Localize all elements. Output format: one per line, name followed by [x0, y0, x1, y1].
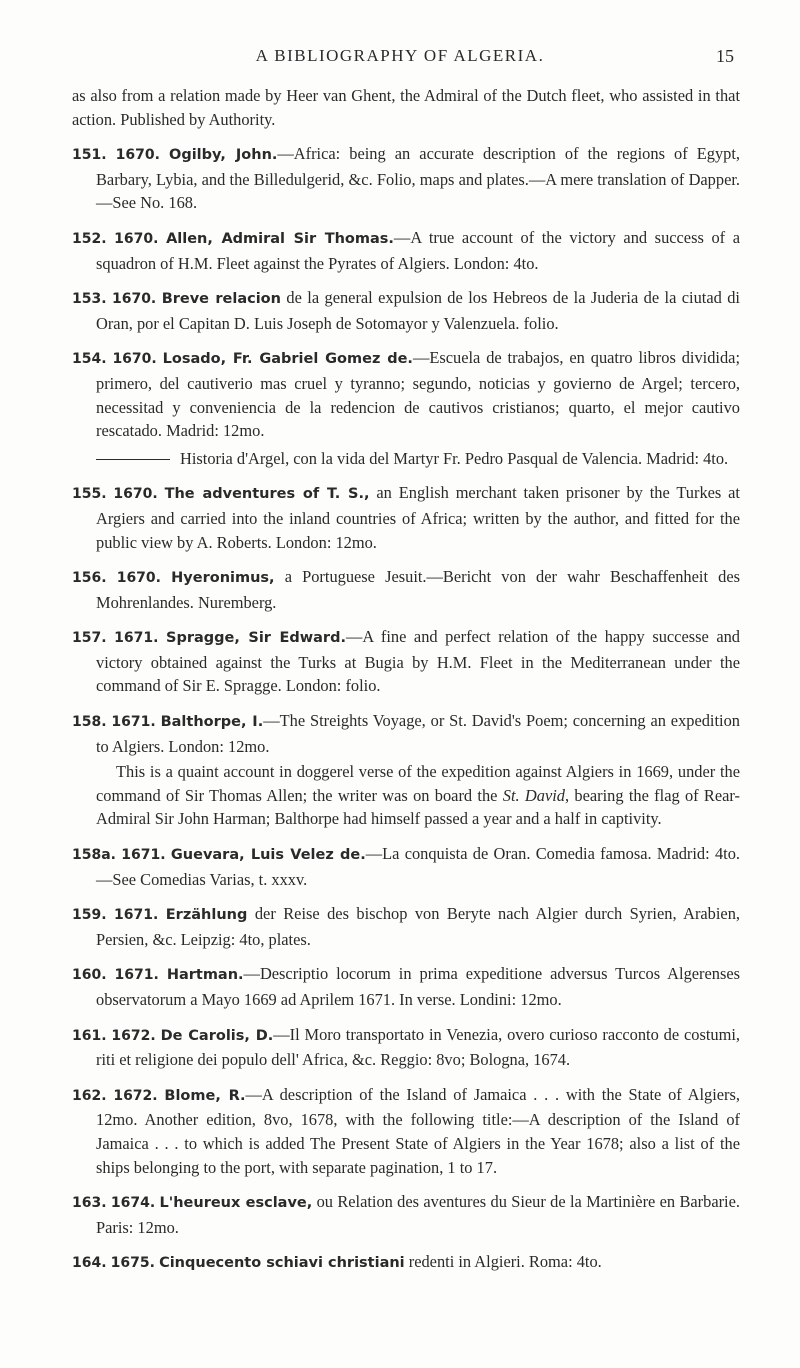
entry-author: Breve relacion	[161, 291, 281, 308]
entry-159	[72, 902, 740, 951]
entry-author: Allen, Admiral Sir Thomas.	[166, 230, 394, 247]
entry-number: 155.	[72, 486, 107, 503]
ship-name: St. David	[502, 785, 565, 805]
entry-text: redenti in Algieri. Roma: 4to.	[404, 1252, 602, 1272]
entry-161	[72, 1023, 740, 1072]
entry-157	[72, 625, 740, 698]
entry-number: 163.	[72, 1195, 107, 1212]
entry-year: 1670.	[113, 486, 158, 503]
entry-158a	[72, 842, 740, 891]
entry-151	[72, 142, 740, 215]
entry-number: 157.	[72, 630, 107, 647]
entry-author: Hyeronimus,	[171, 570, 275, 587]
entry-number: 160.	[72, 967, 107, 984]
entry-number: 154.	[72, 351, 107, 368]
entry-text: —A fine and perfect relation of the happy successe and victory obtained against the Turks at Bugia by H.M. Fleet in the Mediterranean under the command of Sir E. Spragge. London: folio.	[96, 627, 740, 696]
entry-text: —A true account of the victory and success of a squadron of H.M. Fleet against the Pyrates of Algiers. London: 4to.	[96, 227, 740, 273]
entry-160	[72, 962, 740, 1011]
entry-number: 159.	[72, 907, 107, 924]
entry-year: 1670.	[111, 291, 157, 308]
entry-163	[72, 1190, 740, 1239]
entry-text: ou Relation des aventures du Sieur de la Martinière en Barbarie. Paris: 12mo.	[96, 1192, 740, 1237]
entry-162	[72, 1083, 740, 1179]
entry-164	[72, 1250, 740, 1276]
entry-number: 153.	[72, 291, 107, 308]
running-head: A BIBLIOGRAPHY OF ALGERIA.	[255, 46, 545, 65]
entry-year: 1671.	[121, 847, 166, 864]
entry-year: 1670.	[114, 230, 159, 247]
entry-number: 151.	[72, 147, 107, 164]
entry-text: —The Streights Voyage, or St. David's Poem; concerning an expedition to Algiers. London: 12mo.	[96, 711, 740, 756]
entry-155	[72, 481, 740, 554]
entry-year: 1670.	[116, 570, 161, 587]
entry-text: —Il Moro transportato in Venezia, overo curioso racconto de costumi, riti et religione dei populo dell' Africa, &c. Reggio: 8vo; Bologna, 1674.	[96, 1024, 740, 1070]
entry-number: 164.	[72, 1255, 107, 1272]
entry-text: —A description of the Island of Jamaica . . . with the State of Algiers, 12mo. Another edition, 8vo, 1678, with the following title:—A description of the Island of Jamaica . . . to which is added The Present State of Algiers in the Year 1678; also a list of the ships belonging to the port, with separate pagination, 1 to 17.	[96, 1084, 740, 1177]
entry-154	[72, 346, 740, 442]
entry-year: 1671.	[114, 967, 159, 984]
entry-author: L'heureux esclave,	[159, 1195, 313, 1212]
entry-year: 1670.	[115, 147, 160, 164]
entry-author: Cinquecento schiavi christiani	[159, 1255, 405, 1272]
entry-year: 1670.	[112, 351, 157, 368]
page-number: 15	[716, 46, 734, 66]
entry-153	[72, 286, 740, 335]
entry-author: Ogilby, John.	[169, 147, 278, 164]
entry-author: De Carolis, D.	[160, 1027, 274, 1044]
entry-text: de la general expulsion de los Hebreos de la Juderia de la ciutad di Oran, por el Capitan D. Luis Joseph de Sotomayor y Valenzuela. folio.	[96, 288, 740, 333]
entry-year: 1672.	[113, 1087, 158, 1104]
bibliography-body	[72, 84, 740, 1287]
entry-year: 1675.	[110, 1255, 155, 1272]
entry-154-sub	[72, 447, 740, 471]
entry-sub-text: Historia d'Argel, con la vida del Martyr Fr. Pedro Pasqual de Valencia. Madrid: 4to.	[180, 448, 729, 468]
entry-year: 1671.	[114, 907, 159, 924]
entry-author: Blome, R.	[164, 1087, 246, 1104]
entry-author: Losado, Fr. Gabriel Gomez de.	[162, 351, 413, 368]
entry-158-note: This is a quaint account in doggerel verse of the expedition against Algiers in 1669, under the command of Sir Thomas Allen; the writer was on board the St. David, bearing the flag of Rear-Admiral Sir John Harman; Balthorpe had himself passed a year and a half in captivity.	[96, 762, 740, 829]
entry-text: a Portuguese Jesuit.—Bericht von der wahr Beschaffenheit des Mohrenlandes. Nuremberg.	[96, 567, 741, 612]
entry-text: —Escuela de trabajos, en quatro libros dividida; primero, del cautiverio mas cruel y tyranno; segundo, noticias y govierno de Argel; tercero, necessitad y conveniencia de la redencion de cautivos cristianos; quarto, el mejor cautivo rescatado. Madrid: 12mo.	[96, 348, 740, 441]
entry-year: 1674.	[110, 1195, 156, 1212]
entry-year: 1671.	[114, 630, 159, 647]
entry-text: —Africa: being an accurate description of the regions of Egypt, Barbary, Lybia, and the Billedulgerid, &c. Folio, maps and plates.—A mere translation of Dapper.—See No. 168.	[96, 144, 740, 213]
entry-152	[72, 226, 740, 275]
entry-year: 1672.	[111, 1027, 156, 1044]
entry-text: an English merchant taken prisoner by the Turkes at Argiers and carried into the inland countries of Africa; written by the author, and fitted for the public view by A. Roberts. London: 12mo.	[96, 483, 740, 552]
entry-text: —La conquista de Oran. Comedia famosa. Madrid: 4to.—See Comedias Varias, t. xxxv.	[96, 844, 741, 889]
entry-author: Balthorpe, I.	[160, 714, 264, 731]
entry-number: 161.	[72, 1027, 107, 1044]
entry-number: 162.	[72, 1087, 107, 1104]
entry-author: The adventures of T. S.,	[164, 486, 370, 503]
entry-number: 158.	[72, 714, 107, 731]
entry-158	[72, 709, 740, 758]
entry-156	[72, 565, 740, 614]
ditto-rule	[96, 459, 170, 460]
entry-author: Erzählung	[165, 907, 248, 924]
entry-author: Guevara, Luis Velez de.	[170, 847, 366, 864]
entry-author: Hartman.	[166, 967, 244, 984]
entry-continuation: as also from a relation made by Heer van Ghent, the Admiral of the Dutch fleet, who assisted in that action. Published by Authority.	[72, 86, 740, 129]
entry-year: 1671.	[111, 714, 156, 731]
entry-author: Spragge, Sir Edward.	[166, 630, 346, 647]
entry-text: der Reise des bischop von Beryte nach Algier durch Syrien, Arabien, Persien, &c. Leipzig: 4to, plates.	[96, 904, 740, 949]
entry-number: 156.	[72, 570, 107, 587]
entry-text: —Descriptio locorum in prima expeditione adversus Turcos Algerenses observatorum a Mayo 1669 ad Aprilem 1671. In verse. Londini: 12mo.	[96, 964, 740, 1009]
entry-number: 158a.	[72, 847, 116, 864]
entry-number: 152.	[72, 230, 107, 247]
